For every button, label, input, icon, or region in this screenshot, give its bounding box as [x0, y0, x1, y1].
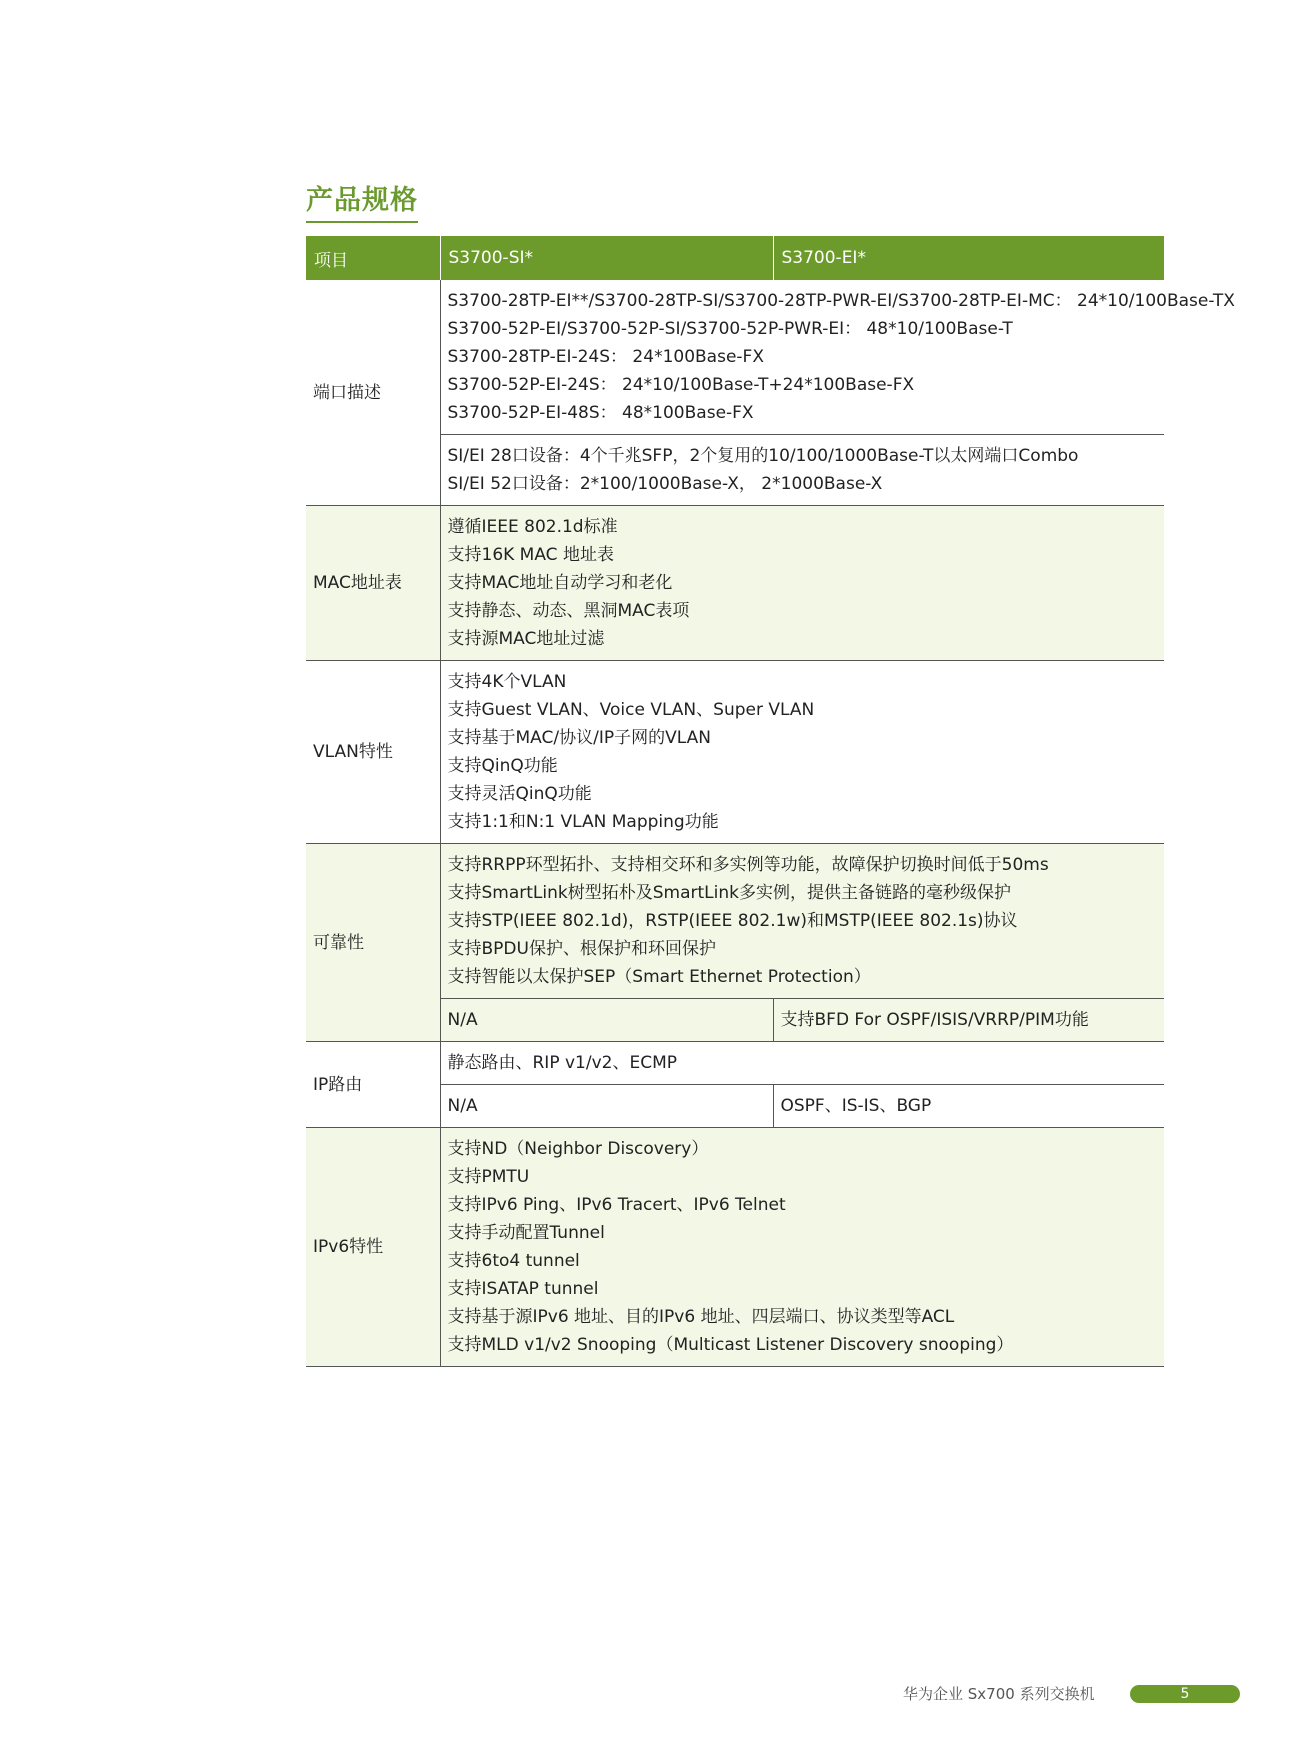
list-item: 遵循IEEE 802.1d标准 [447, 517, 618, 537]
row-reliability-si: N/A [440, 999, 773, 1042]
list-item: S3700-52P-EI-24S： 24*10/100Base-T+24*100Base-FX [447, 375, 915, 395]
list-item: SI/EI 52口设备：2*100/1000Base-X， 2*1000Base-X [447, 474, 883, 494]
list-item: 支持源MAC地址过滤 [447, 629, 605, 649]
list-item: 支持16K MAC 地址表 [447, 545, 614, 565]
row-vlan-main [440, 661, 1164, 844]
row-ip-ei: OSPF、IS-IS、BGP [773, 1085, 1164, 1128]
footer-series-name: 华为企业 Sx700 系列交换机 [903, 1685, 1095, 1703]
list-item: 支持PMTU [447, 1167, 530, 1187]
row-ip-label: IP路由 [306, 1042, 440, 1128]
list-item: 支持SmartLink树型拓朴及SmartLink多实例，提供主备链路的毫秒级保护 [447, 883, 1011, 903]
row-mac-label: MAC地址表 [306, 506, 440, 661]
list-item: 支持静态、动态、黑洞MAC表项 [447, 601, 690, 621]
page-number: 5 [1130, 1685, 1240, 1703]
row-mac [306, 506, 1164, 661]
list-item: 支持手动配置Tunnel [447, 1223, 605, 1243]
list-item: 支持6to4 tunnel [447, 1251, 580, 1271]
list-item: 支持1:1和N:1 VLAN Mapping功能 [447, 812, 719, 832]
row-ip-si: N/A [440, 1085, 773, 1128]
list-item: 支持Guest VLAN、Voice VLAN、Super VLAN [447, 700, 815, 720]
list-item: 支持基于MAC/协议/IP子网的VLAN [447, 728, 711, 748]
row-ipv6-label: IPv6特性 [306, 1128, 440, 1367]
list-item: S3700-52P-EI/S3700-52P-SI/S3700-52P-PWR-EI： 48*10/100Base-T [447, 319, 1013, 339]
row-ip-main: 静态路由、RIP v1/v2、ECMP [440, 1042, 1164, 1085]
header-si: S3700-SI* [440, 236, 773, 280]
list-item: 支持4K个VLAN [447, 672, 567, 692]
list-item: S3700-28TP-EI**/S3700-28TP-SI/S3700-28TP-PWR-EI/S3700-28TP-EI-MC： 24*10/100Base-TX [447, 291, 1235, 311]
list-item: SI/EI 28口设备：4个千兆SFP，2个复用的10/100/1000Base-T以太网端口Combo [447, 446, 1079, 466]
list-item: 支持MAC地址自动学习和老化 [447, 573, 673, 593]
row-ports-sub-cell [440, 435, 1164, 506]
row-reliability-main [440, 844, 1164, 999]
row-ports-main [440, 280, 1235, 435]
header-ei: S3700-EI* [773, 236, 1164, 280]
row-ipv6 [306, 1128, 1164, 1367]
list-item: S3700-28TP-EI-24S： 24*100Base-FX [447, 347, 764, 367]
row-ports-label: 端口描述 [306, 280, 440, 506]
page-title: 产品规格 [306, 178, 418, 223]
list-item: S3700-52P-EI-48S： 48*100Base-FX [447, 403, 754, 423]
list-item: 支持IPv6 Ping、IPv6 Tracert、IPv6 Telnet [447, 1195, 786, 1215]
list-item: 支持智能以太保护SEP（Smart Ethernet Protection） [447, 967, 871, 987]
list-item: 支持灵活QinQ功能 [447, 784, 592, 804]
list-item: 支持BPDU保护、根保护和环回保护 [447, 939, 716, 959]
row-reliability-ei: 支持BFD For OSPF/ISIS/VRRP/PIM功能 [773, 999, 1164, 1042]
spec-table [306, 236, 1235, 1367]
row-reliability-label: 可靠性 [306, 844, 440, 1042]
row-mac-main [440, 506, 1164, 661]
row-ip [306, 1042, 1164, 1085]
list-item: 支持MLD v1/v2 Snooping（Multicast Listener Discovery snooping） [447, 1335, 1014, 1355]
row-ipv6-main [440, 1128, 1164, 1367]
table-header-row [306, 236, 1164, 280]
row-ports [306, 280, 1164, 435]
list-item: 支持STP(IEEE 802.1d)，RSTP(IEEE 802.1w)和MSTP(IEEE 802.1s)协议 [447, 911, 1018, 931]
list-item: 支持QinQ功能 [447, 756, 558, 776]
row-vlan [306, 661, 1164, 844]
row-vlan-label: VLAN特性 [306, 661, 440, 844]
header-item: 项目 [306, 236, 440, 280]
list-item: 支持ISATAP tunnel [447, 1279, 599, 1299]
list-item: 支持基于源IPv6 地址、目的IPv6 地址、四层端口、协议类型等ACL [447, 1307, 955, 1327]
list-item: 支持RRPP环型拓扑、支持相交环和多实例等功能，故障保护切换时间低于50ms [447, 855, 1049, 875]
list-item: 支持ND（Neighbor Discovery） [447, 1139, 709, 1159]
row-reliability [306, 844, 1164, 999]
